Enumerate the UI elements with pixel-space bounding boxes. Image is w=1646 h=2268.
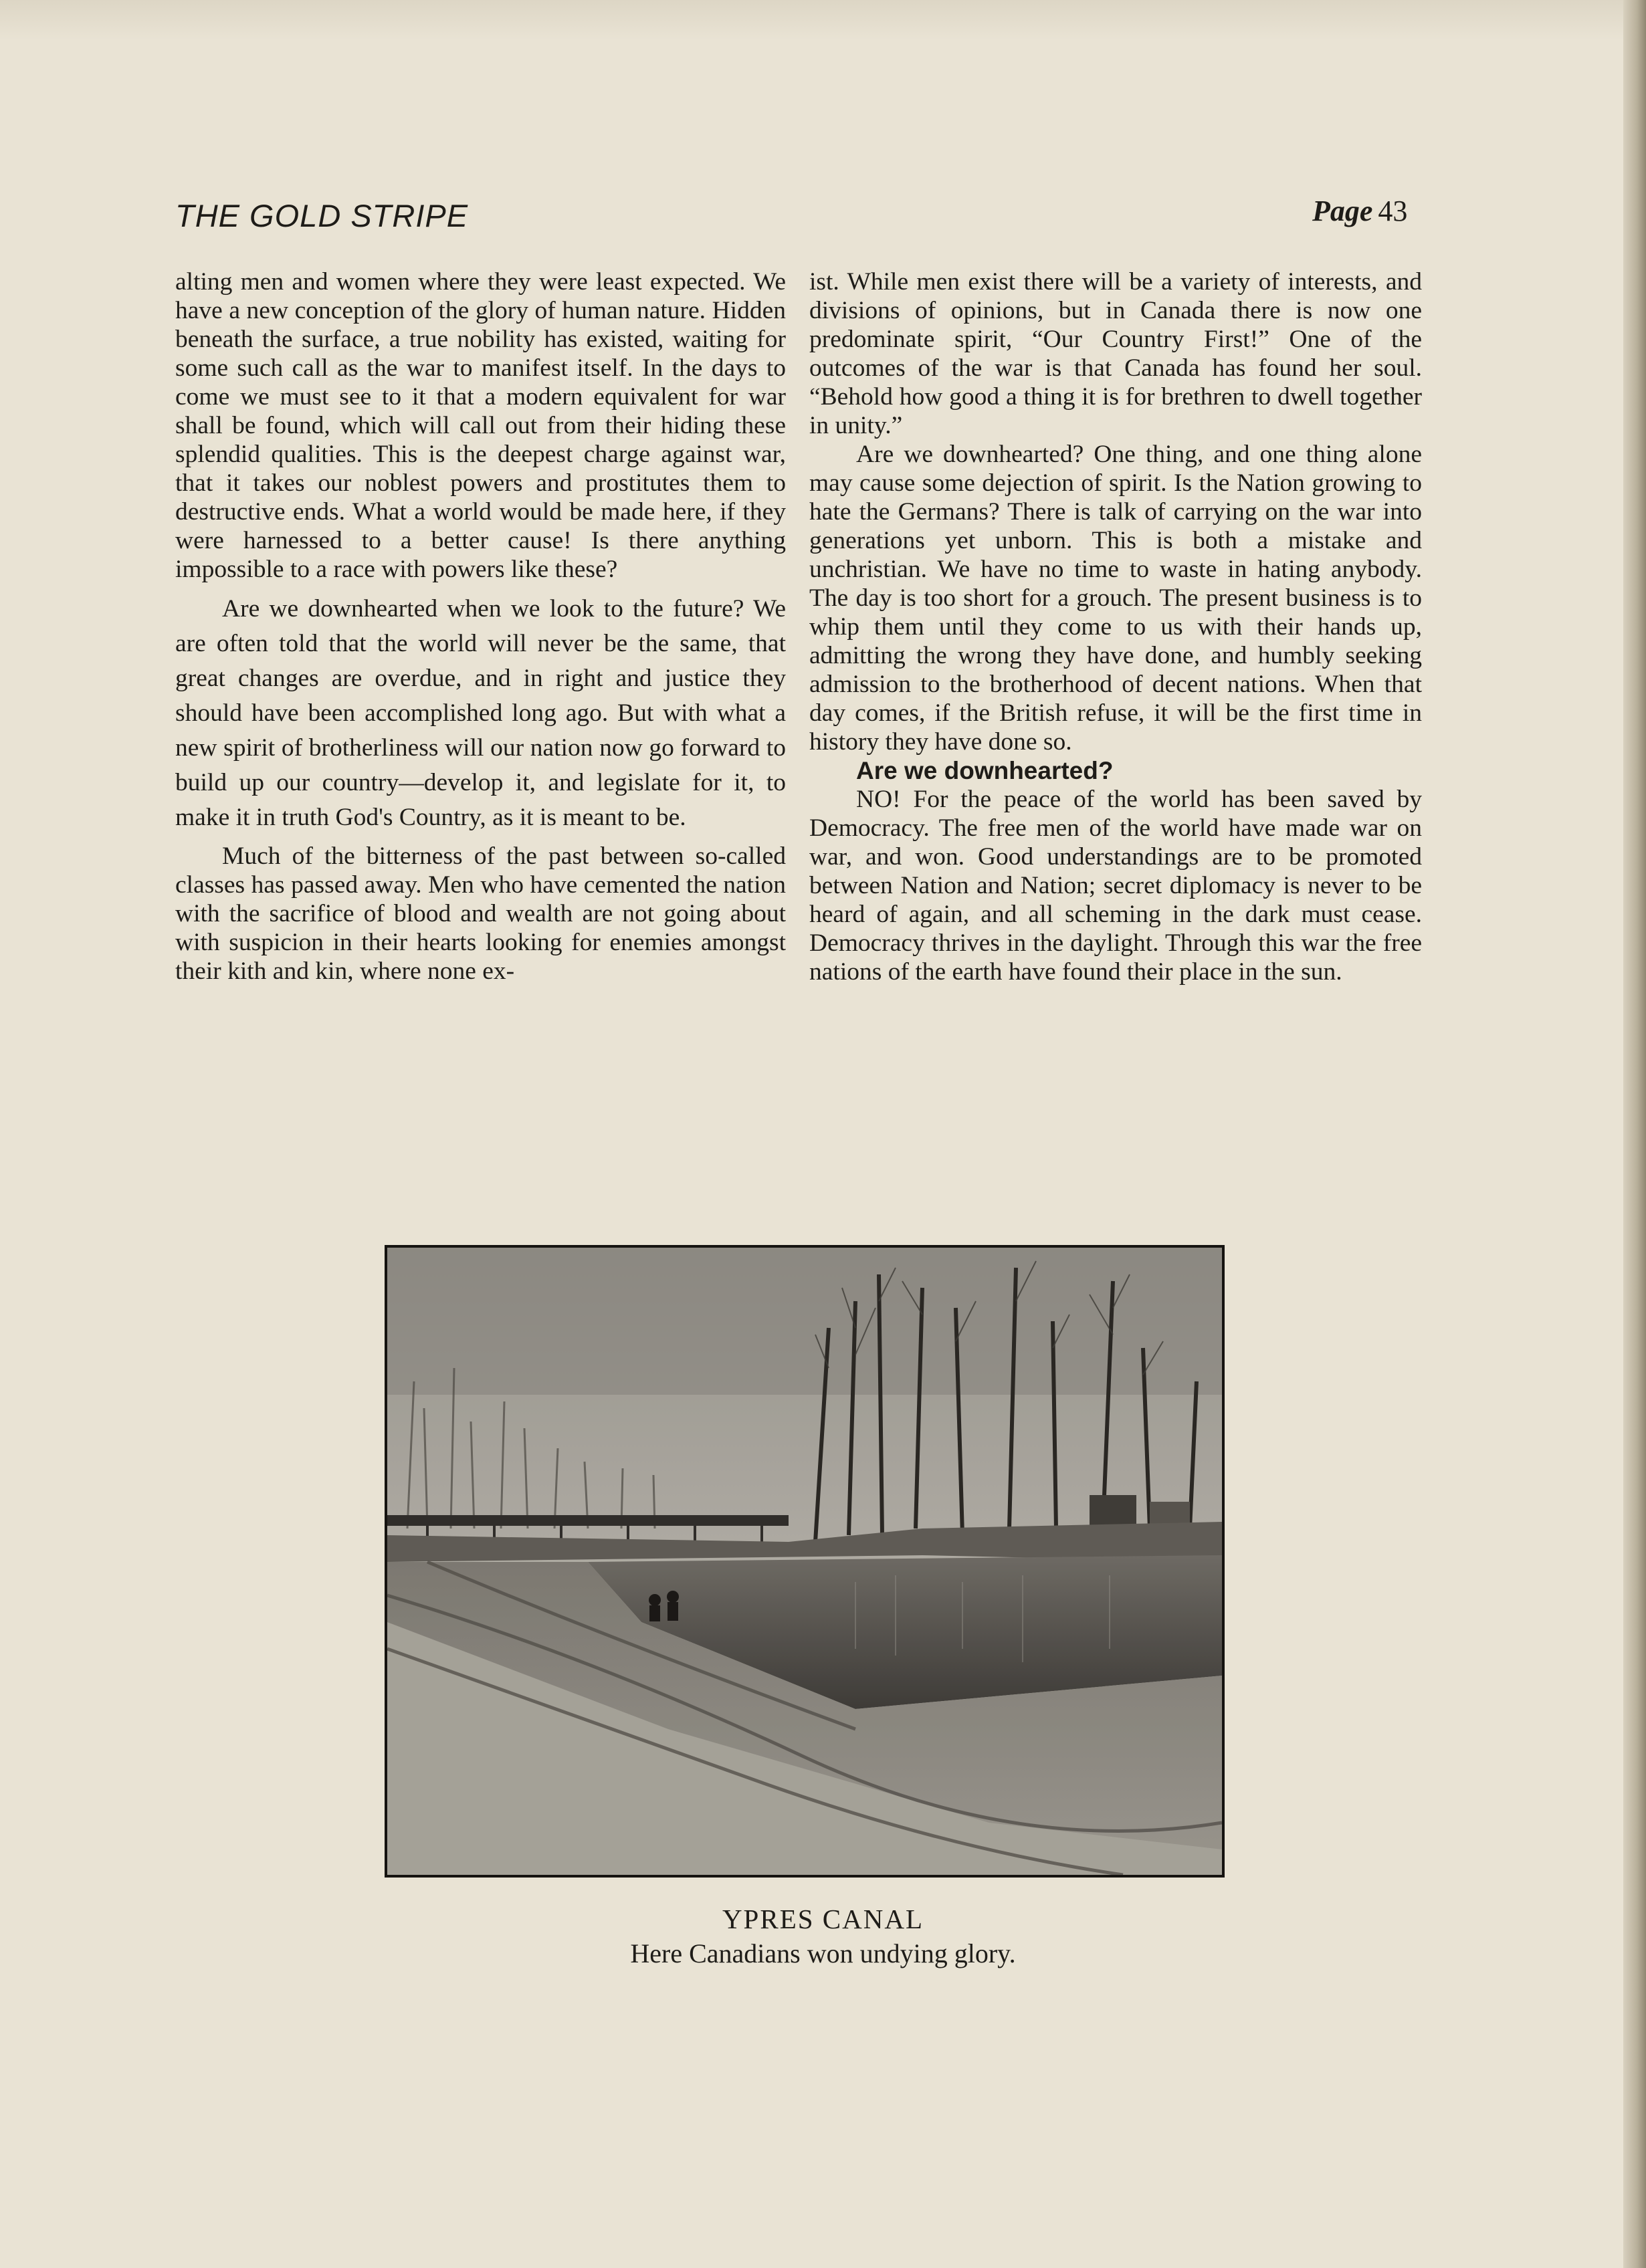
page-number [1312,194,1407,228]
paragraph: Are we downhearted? One thing, and one thing alone may cause some dejection of spirit. Is the Nation growing to hate the Germans? There is talk of carrying on the war into generations yet unborn. This is both a mistake and unchristian. We have no time to waste in hating anybody. The day is too short for a grouch. The present business is to whip them until they come to us with their hands up, admitting the wrong they have done, and humbly seeking admission to the brotherhood of decent nations. When that day comes, if the British refuse, it will be the first time in history they have done so. [809,441,1422,756]
photo-caption-subtitle: Here Canadians won undying glory. [630,1938,1016,1968]
page-label: Page [1312,195,1373,227]
page-top-shading [0,0,1646,40]
paragraph: Much of the bitterness of the past between so-called classes has passed away. Men who have cemented the nation with the sacrifice of blood and wealth are not going about with suspicion in their hearts looking for enemies amongst their kith and kin, where none ex- [175,842,786,985]
page-number-value: 43 [1378,195,1408,227]
photo-illustration [387,1248,1222,1875]
photo-caption-title: YPRES CANAL [722,1904,924,1934]
right-column [809,267,1422,986]
paragraph: alting men and women where they were least expected. We have a new conception of the glory of human nature. Hidden beneath the surface, a true nobility has existed, waiting for some such call as the war to manifest itself. In the days to come we must see to it that a modern equivalent for war shall be found, which will call out from their hiding these splendid qualities. This is the deepest charge against war, that it takes our noblest powers and prostitutes them to destructive ends. What a world would be made here, if they were harnessed to a better cause! Is there anything impossible to a race with powers like these? [175,268,786,583]
paragraph: NO! For the peace of the world has been saved by Democracy. The free men of the world have made war on war, and won. Good understandings are to be promoted between Nation and Nation; secret diplomacy is never to be heard of again, and all scheming in the dark must cease. Democracy thrives in the daylight. Through this war the free nations of the earth have found their place in the sun. [809,786,1422,986]
subheading: Are we downhearted? [856,757,1114,784]
paragraph: ist. While men exist there will be a variety of interests, and divisions of opinions, but in Canada there is now one predominate spirit, “Our Country First!” One of the outcomes of the war is that Canada has found her soul. “Behold how good a thing it is for brethren to dwell together in unity.” [809,268,1422,439]
running-header-title: THE GOLD STRIPE [175,198,469,233]
left-column [175,267,786,986]
paragraph: Are we downhearted when we look to the future? We are often told that the world will never be the same, that great changes are overdue, and in right and justice they should have been accomplished long ago. But with what a new spirit of brotherliness will our nation now go forward to build up our country—develop it, and legislate for it, to make it in truth God's Country, as it is meant to be. [175,595,786,831]
ypres-canal-photo [385,1245,1225,1878]
